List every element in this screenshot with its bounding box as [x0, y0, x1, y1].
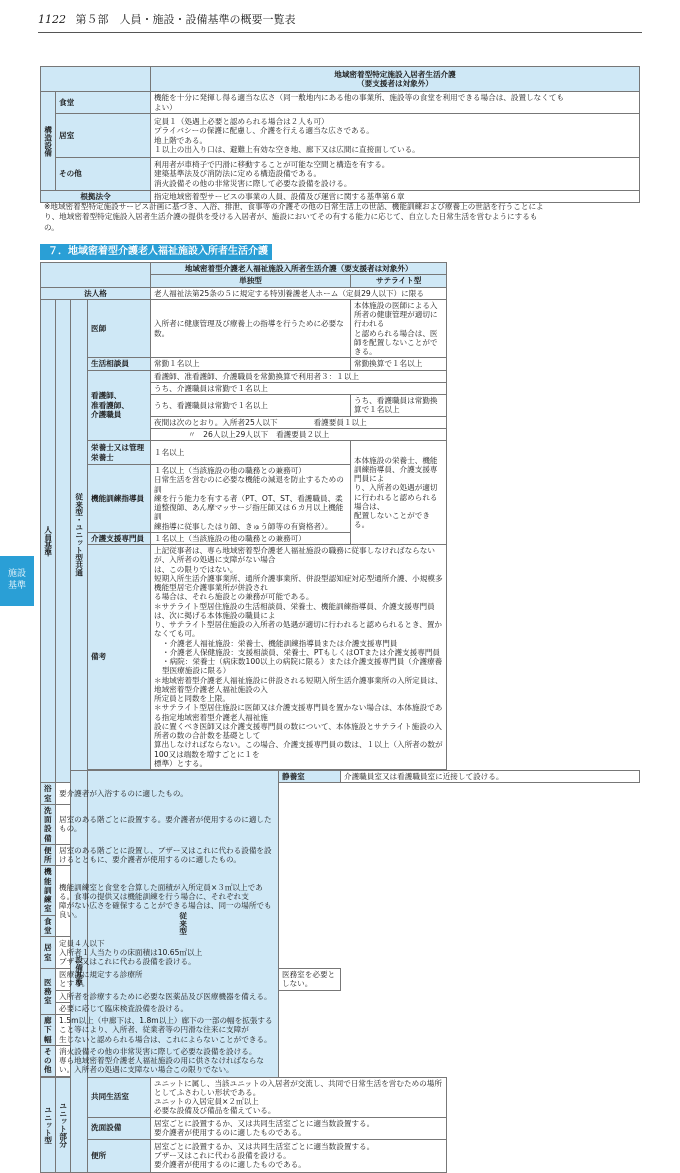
cell-medical-equipment: 入所者を診療するために必要な医薬品及び医療機器を備える。 [56, 990, 279, 1002]
table1-note: ※地域密着型特定施設サービス計画に基づき、入浴、排泄、食事等の介護その他の日常生活上の世話、機能訓練および療養上の世話を行うことによ り、地域密着型特定施設入居者生活介護の提供を受ける入居者が、施設においてその有する能力に応じて、自立した日常生活を営むようにするも の。 [44, 202, 544, 232]
cell-nurse-single: うち、看護職員は常勤で１名以上 [151, 395, 351, 417]
row-label-medical-room: 医務室 [41, 969, 56, 1015]
remarks-para: ＊地域密着型介護老人福祉施設に併設される短期入所生活介護事業所の入所定員は、地域密着型介護老人福祉施設の入 所定員と同数を上限。 [154, 675, 443, 703]
remarks-para: 上記従事者は、専ら地域密着型介護老人福祉施設の職務に従事しなければならないが、入所者の処遇に支障がない場合 は、この限りではない。 [154, 546, 435, 574]
cell-washbasin: 居室のある階ごとに設置する。要介護者が使用するのに適したもの。 [56, 804, 279, 844]
cell-nursing-care-fulltime: うち、介護職員は常勤で１名以上 [151, 382, 447, 394]
cell-shared-satellite: 本体施設の栄養士、機能訓練指導員、介護支援専門員によ り、入所者の処遇が適切に行われると認められる場合は、 配置しないことができる。 [351, 441, 447, 545]
cell-other: 消火設備その他の非常災害に際して必要な設備を設ける。 専ら地域密着型介護老人福祉施設の用に供さなければならない。入所者の処遇に支障ない場合この限りでない。 [56, 1045, 279, 1076]
remarks-item: ・病院：栄養士（病床数100以上の病院に限る）または介護支援専門員（介護療養型医療施設に限る） [162, 657, 443, 676]
row-label-unit-toilet: 便所 [88, 1139, 151, 1172]
cell-doctor-satellite: 本体施設の医師による入所者の健康管理が適切に行われる と認められる場合は、医師を配置しないことができる。 [351, 299, 447, 358]
night-shift-condition: 夜間は次のとおり。入所者25人以下 [154, 417, 278, 427]
table1-cell: 指定地域密着型サービスの事業の人員、設備及び運営に関する基準第６章 [151, 191, 640, 203]
table2-corner [41, 263, 151, 288]
cell-common-room: ユニットに属し、当該ユニットの入居者が交流し、共同で日常生活を営むための場所としてふさわしい形状である。 ユニットの入居定員×２㎡以上 必要な設備及び備品を備えている。 [151, 1077, 447, 1117]
common-type-label: 従来型・ユニット型共通 [71, 299, 88, 770]
page-number: 1122 [38, 13, 66, 26]
remarks-item: ・介護老人保健施設：支援相談員、栄養士、PTもしくはOTまたは介護支援専門員 [162, 647, 441, 657]
row-label-remarks: 備考 [88, 545, 151, 770]
cell-function-trainer-single: １名以上（当該施設の他の職務との兼務可） 日常生活を営むのに必要な機能の減退を防止するための訓 練を行う能力を有する者（PT、OT、ST、看護職員、柔 道整復師、あん摩マッサージ指圧師又は６カ月以上機能訓 練指導に従事したはり師、きゅう師等の有資格者）。 [151, 465, 351, 533]
row-label-life-counselor: 生活相談員 [88, 358, 151, 370]
row-label-dining: 食堂 [41, 915, 56, 937]
row-label-common-room: 共同生活室 [88, 1077, 151, 1117]
row-label-corridor-width: 廊下幅 [41, 1015, 56, 1046]
cell-dietitian-single: １名以上 [151, 441, 351, 465]
row-label-room: 居室 [41, 937, 56, 969]
table-community-welfare-facility [40, 262, 640, 1173]
table2-subheader-single: 単独型 [151, 275, 351, 287]
cell-hojinkaku: 老人福祉法第25条の５に規定する特別養護老人ホーム（定員29人以下）に限る [151, 287, 447, 299]
table1-corner [41, 67, 151, 92]
conventional-type-label: 従来型 [88, 771, 279, 1078]
side-tab-facility-standards[interactable]: 施設 基準 [0, 556, 34, 606]
unit-type-label: ユニット型 [41, 1077, 56, 1172]
row-label-bathroom: 浴室 [41, 783, 56, 805]
cell-medical-single: 医療法に規定する診療所とする。 [56, 969, 151, 991]
cell-room: 定員４人以下 入所者１人当たりの床面積は10.65㎡以上 ブザー又はこれに代わる設備を設ける。 [56, 937, 279, 969]
remarks-para: ＊サテライト型居住施設に医師又は介護支援専門員を置かない場合は、本体施設である指定地域密着型介護老人福祉施 設に置くべき医師又は介護支援専門員の数について、本体施設とサテライト施設の入所者の数の合計数を基礎として 算出しなければならない。この場合、介護支援専門員の数は、１以上（入所者の数が100又は端数を増すごとに１を 標準）とする。 [154, 703, 443, 768]
table2-subheader-satellite: サテライト型 [351, 275, 447, 287]
table1-cell: 機能を十分に発揮し得る適当な広さ（同一敷地内にある他の事業所、施設等の食堂を利用できる場合は、設置しなくても よい） [151, 92, 640, 114]
section-title: ７．地域密着型介護老人福祉施設入所者生活介護 [40, 244, 272, 260]
row-label-hojinkaku: 法人格 [41, 287, 151, 299]
table1-row-label: 根拠法令 [41, 191, 151, 203]
cell-medical-satellite: 医務室を必要としない。 [279, 969, 341, 991]
unit-part-label: ユニット部分 [56, 1077, 71, 1172]
table1-group-label: 構造設備 [41, 92, 56, 191]
facility-standards-label: 設備基準 [71, 771, 88, 1173]
cell-night-shift-1 [151, 416, 447, 428]
row-label-washbasin: 洗面設備 [41, 804, 56, 844]
night-shift-condition: 〃 26人以上29人以下 [188, 429, 269, 439]
night-shift-requirement: 看護要員１以上 [313, 417, 367, 427]
table2-col-header: 地域密着型介護老人福祉施設入所者生活介護（要支援者は対象外） [151, 263, 447, 275]
row-label-rest-room: 静養室 [279, 771, 341, 783]
night-shift-requirement: 看護要員２以上 [276, 429, 330, 439]
table1-row-label: その他 [56, 158, 151, 191]
cell-bathroom: 要介護者が入浴するのに適したもの。 [56, 783, 279, 805]
personnel-spacer [56, 299, 71, 783]
table1-col-header: 地域密着型特定施設入居者生活介護 （要支援者は対象外） [151, 67, 640, 92]
cell-life-counselor-satellite: 常勤換算で１名以上 [351, 358, 447, 370]
table1-row-label: 居室 [56, 114, 151, 158]
row-label-other: その他 [41, 1045, 56, 1076]
table-community-specified-facility [40, 66, 640, 203]
row-label-nursing-care-staff: 看護師、 准看護師、 介護職員 [88, 370, 151, 441]
table1-cell: 定員１（処遇上必要と認められる場合は２人も可） プライバシーの保護に配慮し、介護を行える適当な広さである。 地上階である。 １以上の出入り口は、避難上有効な空き地、廊下又は広間に直接面している。 [151, 114, 640, 158]
row-label-toilet: 便所 [41, 844, 56, 866]
cell-corridor-width: 1.5m以上（中廊下は、1.8m以上）廊下の一部の幅を拡張すること等により、入所者、従業者等の円滑な往来に支障が 生じないと認められる場合は、これによらないことができる。 [56, 1015, 279, 1046]
table1-row-label: 食堂 [56, 92, 151, 114]
cell-doctor-single: 入所者に健康管理及び療養上の指導を行うために必要な数。 [151, 299, 351, 358]
table1-cell: 利用者が車椅子で円滑に移動することが可能な空間と構造を有する。 建築基準法及び消防法に定める構造設備である。 消火設備その他の非常災害に際して必要な設備を設ける。 [151, 158, 640, 191]
row-label-unit-washbasin: 洗面設備 [88, 1117, 151, 1139]
cell-nursing-ratio: 看護師、准看護師、介護職員を常勤換算で利用者３：１以上 [151, 370, 447, 382]
page-header-title: 第５部 人員・施設・設備基準の概要一覧表 [75, 13, 296, 26]
remarks-para: 短期入所生活介護事業所、通所介護事業所、併設型認知症対応型通所介護、小規模多機能型居宅介護事業所が併設され る場合は、それら施設との兼務が可能である。 [154, 573, 443, 602]
row-label-dietitian: 栄養士又は管理栄養士 [88, 441, 151, 465]
cell-unit-toilet: 居室ごとに設置するか、又は共同生活室ごとに適当数設置する。 ブザー又はこれに代わる設備を設ける。 要介護者が使用するのに適したものである。 [151, 1139, 447, 1172]
cell-medical-lab: 必要に応じて臨床検査設備を設ける。 [56, 1002, 279, 1014]
cell-nurse-satellite: うち、看護職員は常勤換算で１名以上 [351, 395, 447, 417]
row-label-function-trainer: 機能訓練指導員 [88, 465, 151, 533]
row-label-care-manager: 介護支援専門員 [88, 532, 151, 544]
page-header [38, 11, 296, 27]
remarks-para: ＊サテライト型居住施設の生活相談員、栄養士、機能訓練指導員、介護支援専門員は、次に掲げる本体施設の職員によ り、サテライト型居住施設の入所者の処遇が適切に行われると認められるとき、置かなくても可。 [154, 601, 443, 639]
cell-care-manager-single: １名以上（当該施設の他の職務との兼務可） [151, 532, 351, 544]
personnel-standards-label: 人員基準 [41, 299, 56, 783]
cell-rest-room: 介護職員室又は看護職員室に近接して設ける。 [341, 771, 640, 783]
cell-remarks [151, 545, 447, 770]
cell-toilet: 居室のある階ごとに設置し、ブザー又はこれに代わる設備を設けるとともに、要介護者が使用するのに適したもの。 [56, 844, 279, 866]
header-rule [38, 32, 642, 33]
row-label-training-room: 機能訓練室 [41, 866, 56, 915]
cell-unit-washbasin: 居室ごとに設置するか、又は共同生活室ごとに適当数設置する。 要介護者が使用するのに適したものである。 [151, 1117, 447, 1139]
cell-training-dining: 機能訓練室と食堂を合算した面積が入所定員×３㎡以上である。食事の提供又は機能訓練を行う場合に、それぞれ支 障がない広さを確保することができる場合は、同一の場所でも良い。 [56, 866, 279, 937]
row-label-doctor: 医師 [88, 299, 151, 358]
remarks-item: ・介護老人福祉施設：栄養士、機能訓練指導員または介護支援専門員 [162, 638, 398, 648]
cell-life-counselor-single: 常勤１名以上 [151, 358, 351, 370]
cell-night-shift-2 [151, 428, 447, 440]
